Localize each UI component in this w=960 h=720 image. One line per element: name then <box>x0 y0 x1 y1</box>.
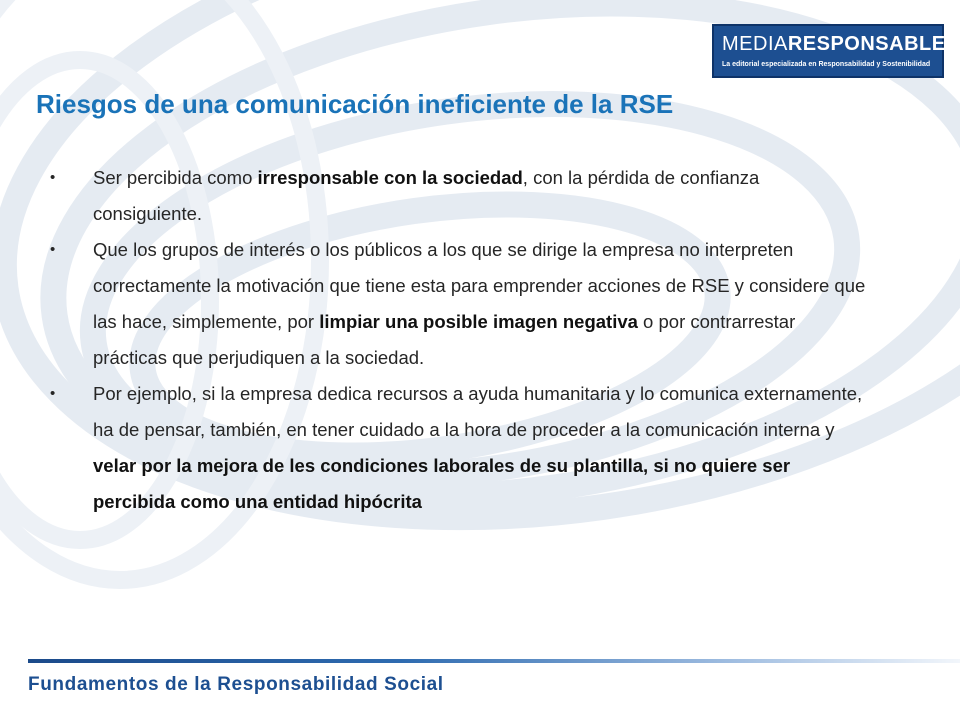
bullet-list <box>46 160 866 520</box>
bullet-icon: • <box>50 169 56 186</box>
bullet-icon: • <box>50 385 56 402</box>
bullet-text: o por contrarrestar prácticas que perjudiquen a la sociedad. <box>93 311 796 368</box>
bullet-item <box>46 160 866 232</box>
bullet-bold-text: limpiar una posible imagen negativa <box>319 311 638 332</box>
bullet-bold-text: irresponsable con la sociedad <box>257 167 523 188</box>
bullet-item <box>46 232 866 376</box>
bullet-text: Por ejemplo, si la empresa dedica recursos a ayuda humanitaria y lo comunica externamente, ha de pensar, también, en tener cuidado a la hora de proceder a la comunicación interna y <box>93 383 863 440</box>
footer-title: Fundamentos de la Responsabilidad Social <box>28 674 444 695</box>
mediaresponsable-logo <box>712 24 954 78</box>
footer-divider <box>28 659 960 663</box>
slide-title: Riesgos de una comunicación ineficiente de la RSE <box>36 89 674 119</box>
bullet-icon: • <box>50 241 56 258</box>
logo-wordmark-media: MEDIA <box>722 33 788 55</box>
logo-registered-mark: ® <box>945 38 954 49</box>
logo-tagline: La editorial especializada en Responsabilidad y Sostenibilidad <box>722 61 931 68</box>
bullet-text: Ser percibida como <box>93 167 258 188</box>
logo-wordmark-responsable: RESPONSABLE <box>787 33 946 55</box>
bullet-text: Que los grupos de interés o los públicos a los que se dirige la empresa no interpreten correctamente la motivación que tiene esta para emprender acciones de RSE y considere que las hace, simplemente, por <box>93 239 866 332</box>
bullet-bold-text: velar por la mejora de les condiciones laborales de su plantilla, si no quiere ser percibida como una entidad hipócrita <box>93 455 791 512</box>
bullet-item <box>46 376 866 520</box>
bullet-text: , con la pérdida de confianza consiguiente. <box>93 167 760 224</box>
logo-wordmark <box>722 33 953 55</box>
